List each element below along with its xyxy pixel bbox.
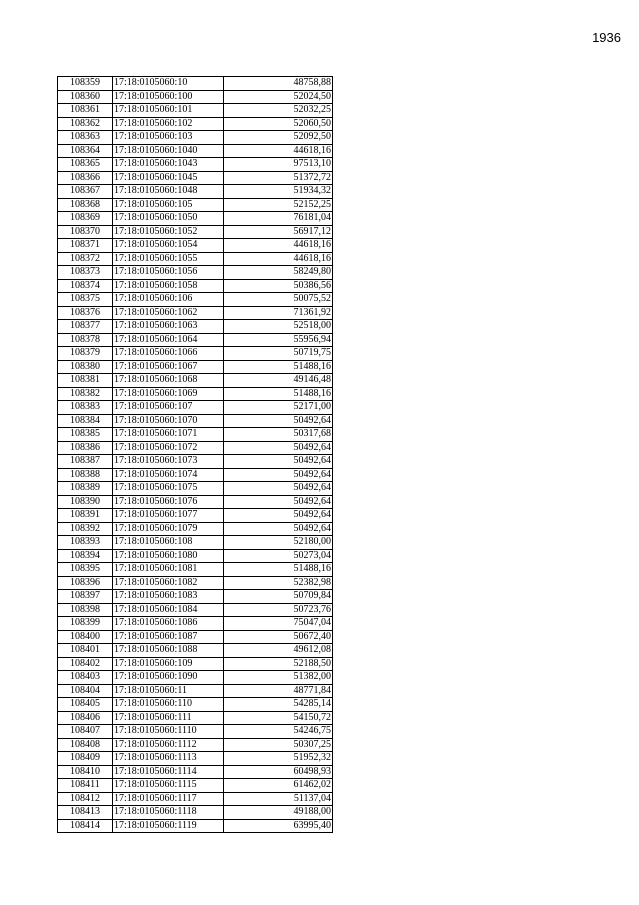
row-number-cell: 108414 <box>58 819 113 833</box>
cadastral-value-cell: 97513,10 <box>224 158 333 172</box>
cadastral-number-cell: 17:18:0105060:103 <box>113 131 224 145</box>
row-number-cell: 108389 <box>58 482 113 496</box>
table-row <box>58 630 333 644</box>
cadastral-value-cell: 49612,08 <box>224 644 333 658</box>
cadastral-value-cell: 52188,50 <box>224 657 333 671</box>
row-number-cell: 108369 <box>58 212 113 226</box>
row-number-cell: 108375 <box>58 293 113 307</box>
table-row <box>58 711 333 725</box>
table-row <box>58 239 333 253</box>
cadastral-number-cell: 17:18:0105060:106 <box>113 293 224 307</box>
cadastral-value-cell: 50672,40 <box>224 630 333 644</box>
table-body <box>58 77 333 833</box>
cadastral-number-cell: 17:18:0105060:1043 <box>113 158 224 172</box>
cadastral-value-cell: 48758,88 <box>224 77 333 91</box>
row-number-cell: 108409 <box>58 752 113 766</box>
row-number-cell: 108385 <box>58 428 113 442</box>
cadastral-number-cell: 17:18:0105060:1071 <box>113 428 224 442</box>
table-row <box>58 360 333 374</box>
cadastral-number-cell: 17:18:0105060:1077 <box>113 509 224 523</box>
table-row <box>58 657 333 671</box>
row-number-cell: 108394 <box>58 549 113 563</box>
cadastral-number-cell: 17:18:0105060:1075 <box>113 482 224 496</box>
cadastral-value-cell: 50492,64 <box>224 509 333 523</box>
row-number-cell: 108408 <box>58 738 113 752</box>
row-number-cell: 108380 <box>58 360 113 374</box>
cadastral-value-cell: 49146,48 <box>224 374 333 388</box>
table-row <box>58 266 333 280</box>
cadastral-value-cell: 51488,16 <box>224 563 333 577</box>
cadastral-number-cell: 17:18:0105060:1069 <box>113 387 224 401</box>
cadastral-value-table <box>57 76 333 833</box>
cadastral-value-cell: 71361,92 <box>224 306 333 320</box>
table-row <box>58 117 333 131</box>
cadastral-number-cell: 17:18:0105060:10 <box>113 77 224 91</box>
row-number-cell: 108407 <box>58 725 113 739</box>
table-row <box>58 171 333 185</box>
row-number-cell: 108371 <box>58 239 113 253</box>
table-row <box>58 495 333 509</box>
table-row <box>58 441 333 455</box>
cadastral-value-cell: 55956,94 <box>224 333 333 347</box>
table-row <box>58 725 333 739</box>
table-row <box>58 252 333 266</box>
cadastral-value-cell: 51372,72 <box>224 171 333 185</box>
cadastral-number-cell: 17:18:0105060:1055 <box>113 252 224 266</box>
row-number-cell: 108411 <box>58 779 113 793</box>
cadastral-number-cell: 17:18:0105060:111 <box>113 711 224 725</box>
row-number-cell: 108378 <box>58 333 113 347</box>
table-row <box>58 414 333 428</box>
cadastral-value-cell: 50709,84 <box>224 590 333 604</box>
table-row <box>58 779 333 793</box>
cadastral-value-cell: 44618,16 <box>224 239 333 253</box>
cadastral-number-cell: 17:18:0105060:102 <box>113 117 224 131</box>
cadastral-value-cell: 75047,04 <box>224 617 333 631</box>
row-number-cell: 108372 <box>58 252 113 266</box>
row-number-cell: 108396 <box>58 576 113 590</box>
row-number-cell: 108391 <box>58 509 113 523</box>
cadastral-number-cell: 17:18:0105060:1066 <box>113 347 224 361</box>
row-number-cell: 108381 <box>58 374 113 388</box>
cadastral-number-cell: 17:18:0105060:1062 <box>113 306 224 320</box>
cadastral-value-cell: 52518,00 <box>224 320 333 334</box>
table-row <box>58 590 333 604</box>
cadastral-number-cell: 17:18:0105060:1081 <box>113 563 224 577</box>
table-row <box>58 374 333 388</box>
cadastral-number-cell: 17:18:0105060:1064 <box>113 333 224 347</box>
cadastral-value-cell: 50075,52 <box>224 293 333 307</box>
cadastral-number-cell: 17:18:0105060:100 <box>113 90 224 104</box>
cadastral-value-cell: 44618,16 <box>224 144 333 158</box>
cadastral-number-cell: 17:18:0105060:1087 <box>113 630 224 644</box>
row-number-cell: 108400 <box>58 630 113 644</box>
cadastral-number-cell: 17:18:0105060:1118 <box>113 806 224 820</box>
table-row <box>58 698 333 712</box>
cadastral-number-cell: 17:18:0105060:1072 <box>113 441 224 455</box>
cadastral-number-cell: 17:18:0105060:1110 <box>113 725 224 739</box>
table-row <box>58 765 333 779</box>
row-number-cell: 108412 <box>58 792 113 806</box>
table-row <box>58 522 333 536</box>
table-row <box>58 144 333 158</box>
cadastral-value-cell: 63995,40 <box>224 819 333 833</box>
row-number-cell: 108376 <box>58 306 113 320</box>
cadastral-number-cell: 17:18:0105060:110 <box>113 698 224 712</box>
row-number-cell: 108370 <box>58 225 113 239</box>
cadastral-value-cell: 50492,64 <box>224 522 333 536</box>
cadastral-value-cell: 50719,75 <box>224 347 333 361</box>
row-number-cell: 108374 <box>58 279 113 293</box>
cadastral-number-cell: 17:18:0105060:1070 <box>113 414 224 428</box>
cadastral-number-cell: 17:18:0105060:11 <box>113 684 224 698</box>
cadastral-value-cell: 54285,14 <box>224 698 333 712</box>
cadastral-value-cell: 50386,56 <box>224 279 333 293</box>
table-row <box>58 131 333 145</box>
cadastral-value-cell: 52092,50 <box>224 131 333 145</box>
cadastral-value-cell: 50492,64 <box>224 468 333 482</box>
cadastral-value-cell: 52152,25 <box>224 198 333 212</box>
cadastral-value-cell: 51952,32 <box>224 752 333 766</box>
table-row <box>58 603 333 617</box>
row-number-cell: 108382 <box>58 387 113 401</box>
row-number-cell: 108399 <box>58 617 113 631</box>
cadastral-number-cell: 17:18:0105060:1058 <box>113 279 224 293</box>
cadastral-number-cell: 17:18:0105060:1119 <box>113 819 224 833</box>
table-row <box>58 644 333 658</box>
cadastral-number-cell: 17:18:0105060:101 <box>113 104 224 118</box>
cadastral-value-cell: 50492,64 <box>224 482 333 496</box>
table-row <box>58 104 333 118</box>
cadastral-number-cell: 17:18:0105060:1076 <box>113 495 224 509</box>
row-number-cell: 108365 <box>58 158 113 172</box>
cadastral-number-cell: 17:18:0105060:1080 <box>113 549 224 563</box>
cadastral-number-cell: 17:18:0105060:1068 <box>113 374 224 388</box>
table-row <box>58 428 333 442</box>
row-number-cell: 108359 <box>58 77 113 91</box>
table-row <box>58 185 333 199</box>
page-number: 1936 <box>592 30 621 45</box>
cadastral-value-cell: 52032,25 <box>224 104 333 118</box>
cadastral-number-cell: 17:18:0105060:1082 <box>113 576 224 590</box>
cadastral-number-cell: 17:18:0105060:1079 <box>113 522 224 536</box>
row-number-cell: 108398 <box>58 603 113 617</box>
table-row <box>58 212 333 226</box>
cadastral-value-cell: 52060,50 <box>224 117 333 131</box>
row-number-cell: 108393 <box>58 536 113 550</box>
row-number-cell: 108397 <box>58 590 113 604</box>
cadastral-value-cell: 51137,04 <box>224 792 333 806</box>
row-number-cell: 108402 <box>58 657 113 671</box>
row-number-cell: 108401 <box>58 644 113 658</box>
cadastral-number-cell: 17:18:0105060:1054 <box>113 239 224 253</box>
table-row <box>58 90 333 104</box>
row-number-cell: 108384 <box>58 414 113 428</box>
cadastral-number-cell: 17:18:0105060:1063 <box>113 320 224 334</box>
row-number-cell: 108404 <box>58 684 113 698</box>
cadastral-number-cell: 17:18:0105060:109 <box>113 657 224 671</box>
row-number-cell: 108366 <box>58 171 113 185</box>
cadastral-number-cell: 17:18:0105060:1056 <box>113 266 224 280</box>
table-row <box>58 549 333 563</box>
row-number-cell: 108387 <box>58 455 113 469</box>
table-row <box>58 279 333 293</box>
table-row <box>58 563 333 577</box>
row-number-cell: 108361 <box>58 104 113 118</box>
cadastral-value-cell: 50492,64 <box>224 455 333 469</box>
cadastral-number-cell: 17:18:0105060:1073 <box>113 455 224 469</box>
row-number-cell: 108410 <box>58 765 113 779</box>
table-row <box>58 684 333 698</box>
cadastral-value-cell: 51934,32 <box>224 185 333 199</box>
row-number-cell: 108363 <box>58 131 113 145</box>
cadastral-value-cell: 54150,72 <box>224 711 333 725</box>
cadastral-number-cell: 17:18:0105060:1114 <box>113 765 224 779</box>
cadastral-value-cell: 60498,93 <box>224 765 333 779</box>
table-row <box>58 198 333 212</box>
cadastral-value-cell: 51382,00 <box>224 671 333 685</box>
row-number-cell: 108413 <box>58 806 113 820</box>
cadastral-number-cell: 17:18:0105060:1045 <box>113 171 224 185</box>
table-row <box>58 468 333 482</box>
row-number-cell: 108406 <box>58 711 113 725</box>
cadastral-value-cell: 61462,02 <box>224 779 333 793</box>
cadastral-value-cell: 49188,00 <box>224 806 333 820</box>
cadastral-number-cell: 17:18:0105060:1067 <box>113 360 224 374</box>
cadastral-number-cell: 17:18:0105060:1086 <box>113 617 224 631</box>
cadastral-value-cell: 51488,16 <box>224 360 333 374</box>
table-row <box>58 576 333 590</box>
row-number-cell: 108379 <box>58 347 113 361</box>
cadastral-number-cell: 17:18:0105060:1040 <box>113 144 224 158</box>
cadastral-value-cell: 54246,75 <box>224 725 333 739</box>
table-row <box>58 455 333 469</box>
cadastral-value-cell: 76181,04 <box>224 212 333 226</box>
cadastral-number-cell: 17:18:0105060:1048 <box>113 185 224 199</box>
cadastral-number-cell: 17:18:0105060:1074 <box>113 468 224 482</box>
cadastral-value-cell: 52382,98 <box>224 576 333 590</box>
cadastral-value-cell: 44618,16 <box>224 252 333 266</box>
cadastral-value-cell: 50273,04 <box>224 549 333 563</box>
cadastral-number-cell: 17:18:0105060:1088 <box>113 644 224 658</box>
table-row <box>58 509 333 523</box>
cadastral-value-cell: 50492,64 <box>224 441 333 455</box>
cadastral-value-cell: 50307,25 <box>224 738 333 752</box>
cadastral-value-cell: 50492,64 <box>224 414 333 428</box>
table-row <box>58 752 333 766</box>
row-number-cell: 108392 <box>58 522 113 536</box>
cadastral-value-cell: 52024,50 <box>224 90 333 104</box>
table-row <box>58 671 333 685</box>
cadastral-number-cell: 17:18:0105060:1115 <box>113 779 224 793</box>
table-row <box>58 617 333 631</box>
cadastral-number-cell: 17:18:0105060:1083 <box>113 590 224 604</box>
row-number-cell: 108364 <box>58 144 113 158</box>
row-number-cell: 108405 <box>58 698 113 712</box>
table-row <box>58 806 333 820</box>
table-row <box>58 482 333 496</box>
cadastral-number-cell: 17:18:0105060:105 <box>113 198 224 212</box>
row-number-cell: 108395 <box>58 563 113 577</box>
cadastral-number-cell: 17:18:0105060:107 <box>113 401 224 415</box>
cadastral-value-cell: 48771,84 <box>224 684 333 698</box>
cadastral-number-cell: 17:18:0105060:1113 <box>113 752 224 766</box>
table-row <box>58 320 333 334</box>
table-row <box>58 293 333 307</box>
cadastral-value-cell: 56917,12 <box>224 225 333 239</box>
cadastral-number-cell: 17:18:0105060:1050 <box>113 212 224 226</box>
table-row <box>58 158 333 172</box>
row-number-cell: 108386 <box>58 441 113 455</box>
table-row <box>58 738 333 752</box>
cadastral-number-cell: 17:18:0105060:1084 <box>113 603 224 617</box>
cadastral-value-cell: 52180,00 <box>224 536 333 550</box>
table-row <box>58 536 333 550</box>
table-row <box>58 401 333 415</box>
cadastral-number-cell: 17:18:0105060:108 <box>113 536 224 550</box>
cadastral-number-cell: 17:18:0105060:1117 <box>113 792 224 806</box>
cadastral-value-cell: 50492,64 <box>224 495 333 509</box>
cadastral-number-cell: 17:18:0105060:1112 <box>113 738 224 752</box>
row-number-cell: 108377 <box>58 320 113 334</box>
row-number-cell: 108388 <box>58 468 113 482</box>
cadastral-value-cell: 58249,80 <box>224 266 333 280</box>
table-row <box>58 819 333 833</box>
table-row <box>58 792 333 806</box>
table-row <box>58 225 333 239</box>
cadastral-value-cell: 52171,00 <box>224 401 333 415</box>
row-number-cell: 108368 <box>58 198 113 212</box>
table-row <box>58 77 333 91</box>
row-number-cell: 108390 <box>58 495 113 509</box>
row-number-cell: 108362 <box>58 117 113 131</box>
table-row <box>58 387 333 401</box>
table-row <box>58 347 333 361</box>
table-row <box>58 306 333 320</box>
row-number-cell: 108360 <box>58 90 113 104</box>
table-row <box>58 333 333 347</box>
cadastral-number-cell: 17:18:0105060:1090 <box>113 671 224 685</box>
cadastral-value-cell: 50723,76 <box>224 603 333 617</box>
cadastral-number-cell: 17:18:0105060:1052 <box>113 225 224 239</box>
row-number-cell: 108383 <box>58 401 113 415</box>
row-number-cell: 108373 <box>58 266 113 280</box>
row-number-cell: 108367 <box>58 185 113 199</box>
row-number-cell: 108403 <box>58 671 113 685</box>
cadastral-value-cell: 50317,68 <box>224 428 333 442</box>
cadastral-value-cell: 51488,16 <box>224 387 333 401</box>
